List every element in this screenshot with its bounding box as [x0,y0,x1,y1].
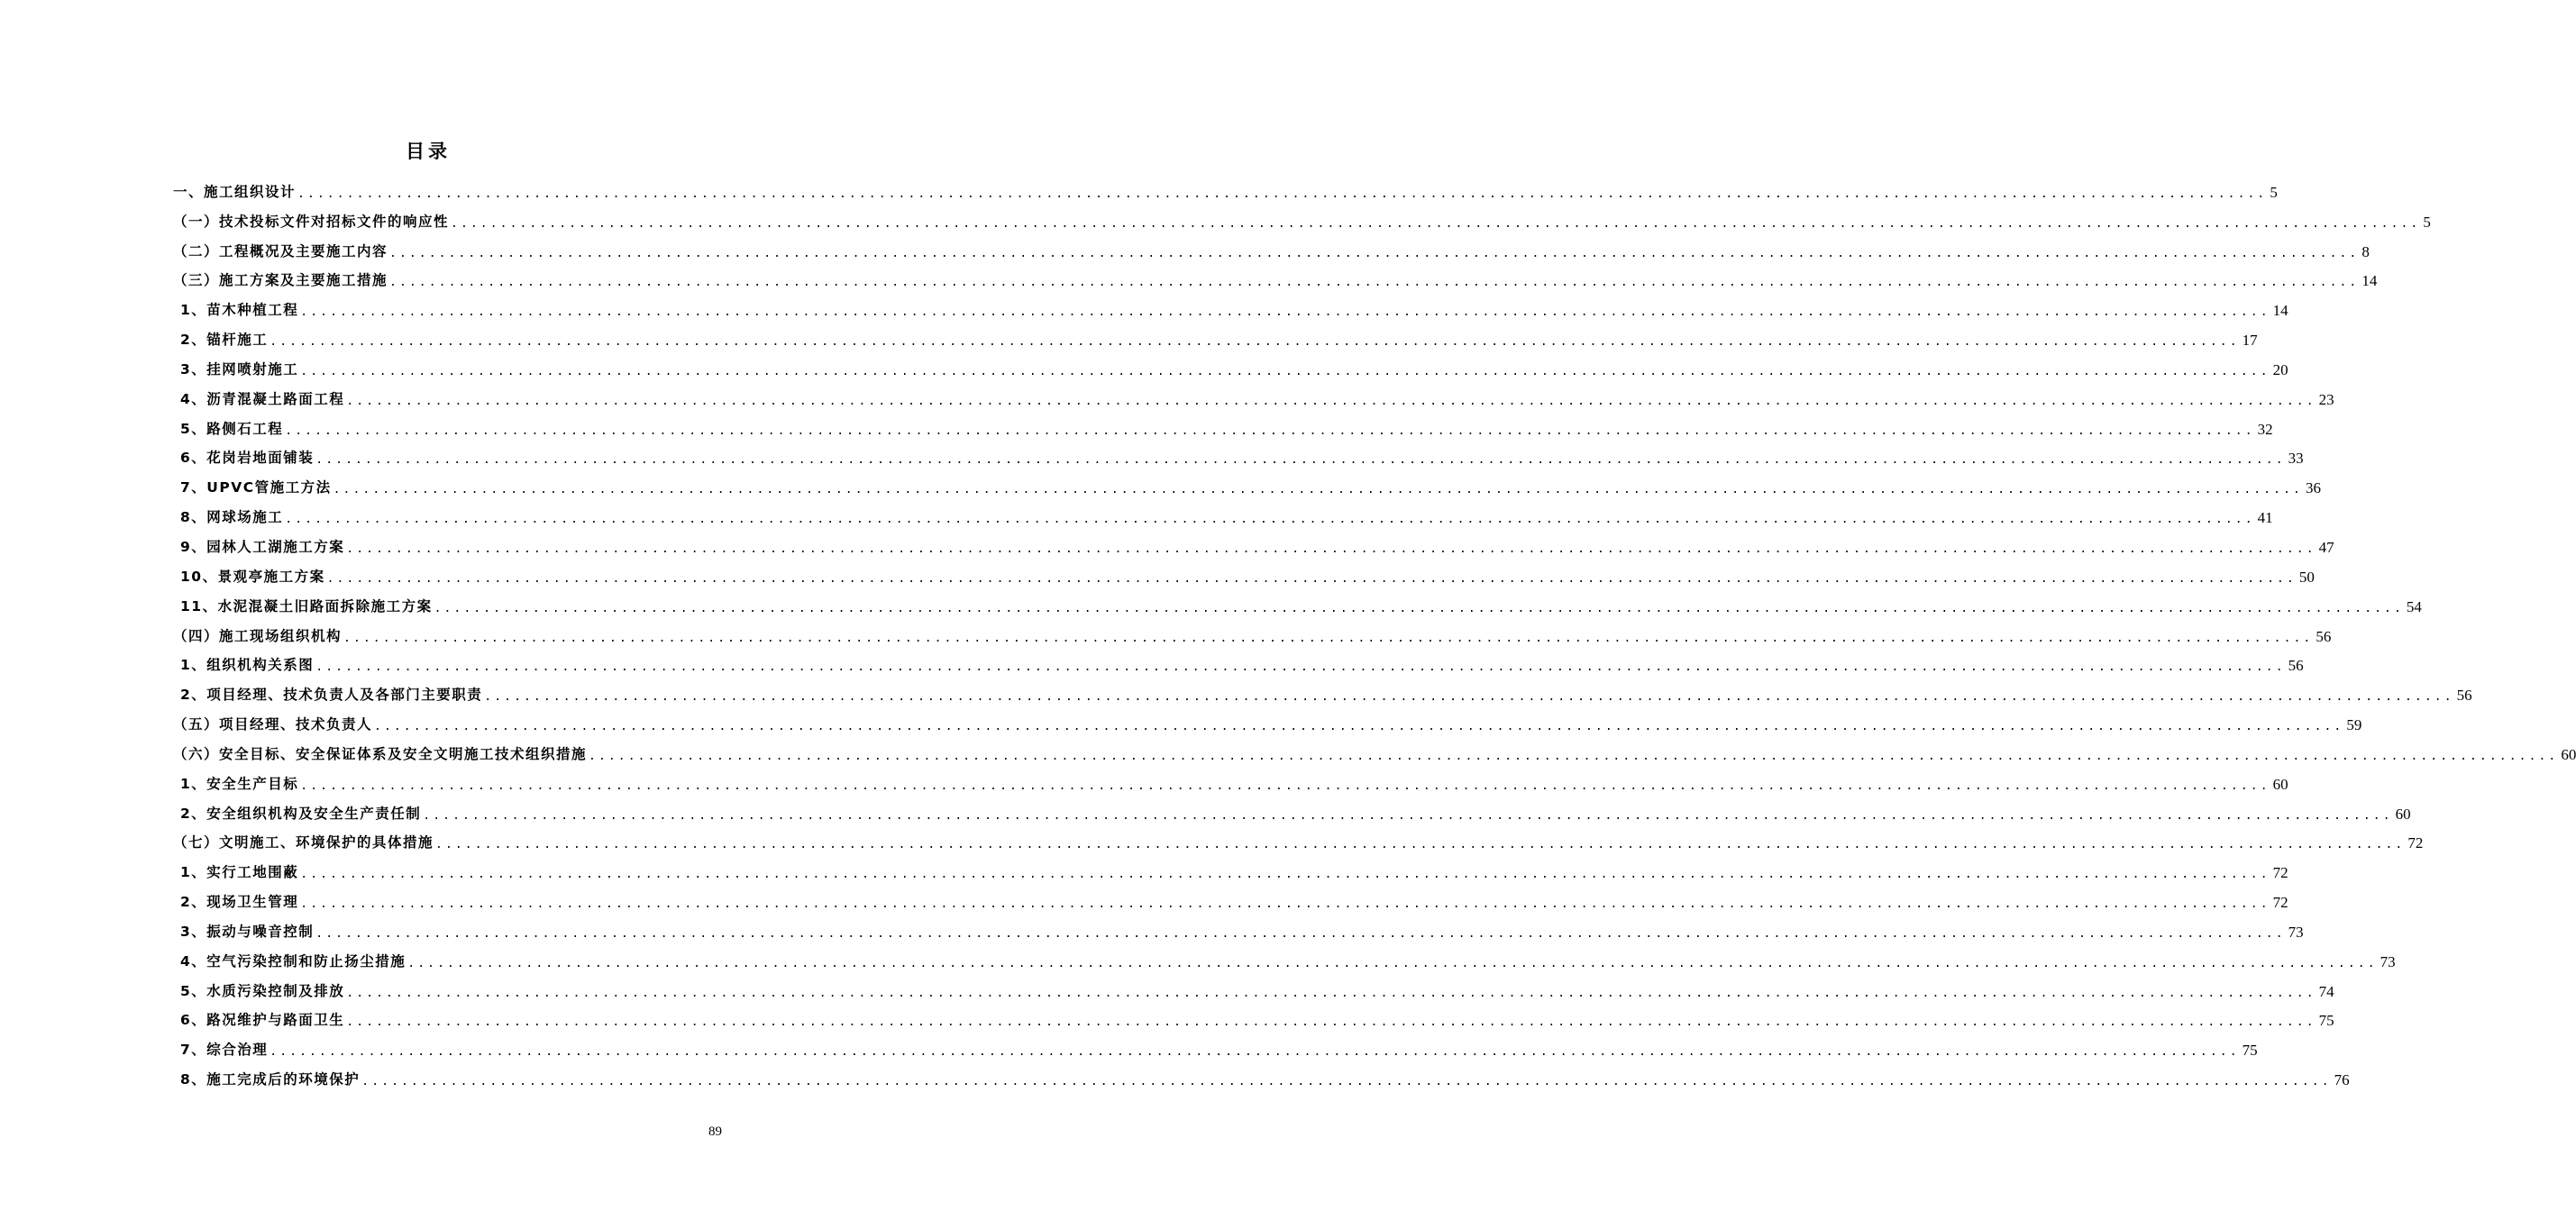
toc-leader-dots: ........................................................................................................................................................................................................ [269,335,2240,350]
toc-entry[interactable] [173,440,2304,469]
toc-entry[interactable] [173,528,2334,558]
toc-entry-label: （四）施工现场组织机构 [173,627,343,644]
toc-entry[interactable] [173,913,2304,942]
toc-entry-page: 33 [2288,450,2304,468]
toc-leader-dots: ........................................................................................................................................................................................................ [315,926,2286,941]
toc-entry[interactable] [173,735,2576,765]
toc-entry-page: 41 [2257,509,2273,527]
toc-entry[interactable] [173,942,2396,972]
toc-entry[interactable] [173,469,2321,498]
toc-entry-label: 4、空气污染控制和防止扬尘措施 [180,952,406,970]
toc-entry-label: 1、苗木种植工程 [180,302,299,319]
toc-entry-label: （一）技术投标文件对招标文件的响应性 [173,213,450,230]
toc-entry[interactable] [173,1061,2350,1090]
toc-entry[interactable] [173,765,2288,795]
toc-entry[interactable] [173,676,2472,706]
toc-entry[interactable] [173,824,2424,854]
toc-entry-label: 3、振动与噪音控制 [180,923,315,940]
toc-entry-label: （六）安全目标、安全保证体系及安全文明施工技术组织措施 [173,745,588,762]
toc-leader-dots: ........................................................................................................................................................................................................ [269,1045,2240,1060]
toc-entry-page: 47 [2318,538,2334,556]
toc-entry[interactable] [173,203,2431,232]
toc-entry[interactable] [173,587,2422,617]
toc-leader-dots: ........................................................................................................................................................................................................ [285,513,2255,527]
toc-entry[interactable] [173,883,2288,913]
toc-leader-dots: ........................................................................................................................................................................................................ [451,216,2421,231]
toc-entry-page: 23 [2318,390,2334,408]
toc-entry-label: （三）施工方案及主要施工措施 [173,272,388,289]
toc-leader-dots: ........................................................................................................................................................................................................ [300,897,2270,912]
toc-leader-dots: ........................................................................................................................................................................................................ [484,690,2454,705]
toc-entry[interactable] [173,795,2411,824]
toc-leader-dots: ........................................................................................................................................................................................................ [389,276,2360,290]
toc-entry[interactable] [173,291,2288,321]
toc-entry-label: 2、安全组织机构及安全生产责任制 [180,805,422,822]
toc-entry-page: 8 [2361,242,2370,260]
toc-entry-label: 10、景观亭施工方案 [180,568,325,585]
toc-entry-label: 5、路侧石工程 [180,420,284,437]
toc-leader-dots: ........................................................................................................................................................................................................ [297,187,2268,201]
toc-entry-label: 6、路况维护与路面卫生 [180,1012,345,1029]
toc-entry-label: 2、锚杆施工 [180,332,269,349]
toc-leader-dots: ........................................................................................................................................................................................................ [589,749,2559,763]
toc-entry-label: 2、现场卫生管理 [180,894,299,911]
toc-entry-page: 73 [2380,952,2396,970]
toc-entry[interactable] [173,972,2334,1002]
toc-entry-page: 74 [2318,982,2334,1000]
toc-entry[interactable] [173,232,2370,262]
toc-entry-label: 1、组织机构关系图 [180,657,315,674]
toc-entry-label: （二）工程概况及主要施工内容 [173,242,388,260]
toc-entry-label: 7、综合治理 [180,1042,269,1059]
toc-entry-page: 50 [2298,568,2315,586]
toc-entry-label: 7、UPVC管施工方法 [180,479,332,496]
toc-entry-page: 76 [2334,1071,2350,1089]
toc-entry-page: 75 [2318,1012,2334,1030]
toc-list [173,173,2576,1090]
toc-entry-label: 5、水质污染控制及排放 [180,982,345,999]
toc-entry[interactable] [173,351,2288,380]
toc-entry-label: （七）文明施工、环境保护的具体措施 [173,834,434,851]
toc-entry[interactable] [173,706,2362,735]
toc-leader-dots: ........................................................................................................................................................................................................ [300,778,2270,793]
toc-entry-label: 8、网球场施工 [180,509,284,526]
toc-entry[interactable] [173,380,2334,410]
toc-entry-label: 一、施工组织设计 [173,183,297,200]
toc-entry-page: 73 [2288,923,2304,941]
toc-leader-dots: ........................................................................................................................................................................................................ [285,423,2255,438]
toc-entry-page: 56 [2288,657,2304,675]
toc-entry-page: 75 [2242,1042,2258,1060]
toc-entry[interactable] [173,321,2258,351]
toc-entry-page: 17 [2242,332,2258,350]
toc-leader-dots: ........................................................................................................................................................................................................ [374,720,2344,734]
toc-leader-dots: ........................................................................................................................................................................................................ [300,868,2270,882]
toc-leader-dots: ........................................................................................................................................................................................................ [361,1075,2332,1089]
toc-entry[interactable] [173,853,2288,883]
toc-entry-page: 72 [2272,894,2288,912]
toc-entry-page: 60 [2561,745,2576,763]
toc-entry-page: 20 [2272,360,2288,378]
toc-leader-dots: ........................................................................................................................................................................................................ [434,601,2404,615]
toc-leader-dots: ........................................................................................................................................................................................................ [346,394,2316,408]
toc-leader-dots: ........................................................................................................................................................................................................ [346,542,2316,556]
toc-leader-dots: ........................................................................................................................................................................................................ [300,305,2270,320]
toc-entry-page: 60 [2395,805,2411,823]
toc-entry-page: 72 [2272,864,2288,882]
toc-leader-dots: ........................................................................................................................................................................................................ [346,986,2316,1000]
toc-entry[interactable] [173,410,2273,440]
toc-entry[interactable] [173,617,2332,647]
toc-entry-label: 2、项目经理、技术负责人及各部门主要职责 [180,687,483,704]
toc-entry-label: 1、实行工地围蔽 [180,864,299,881]
toc-entry-page: 5 [2270,183,2278,201]
toc-entry-page: 59 [2346,716,2362,734]
toc-leader-dots: ........................................................................................................................................................................................................ [346,1015,2316,1030]
toc-entry-label: 1、安全生产目标 [180,775,299,792]
toc-leader-dots: ........................................................................................................................................................................................................ [389,246,2360,260]
toc-leader-dots: ........................................................................................................................................................................................................ [315,660,2286,675]
toc-leader-dots: ........................................................................................................................................................................................................ [343,631,2314,645]
toc-entry-label: （五）项目经理、技术负责人 [173,716,373,733]
toc-entry[interactable] [173,173,2278,203]
toc-entry-page: 32 [2257,420,2273,438]
toc-entry-page: 14 [2361,272,2378,290]
toc-leader-dots: ........................................................................................................................................................................................................ [423,808,2393,823]
toc-entry-page: 56 [2456,687,2472,705]
toc-entry-label: 3、挂网喷射施工 [180,360,299,378]
toc-leader-dots: ........................................................................................................................................................................................................ [315,453,2286,468]
page-number: 89 [708,1124,722,1139]
toc-entry-label: 9、园林人工湖施工方案 [180,538,345,555]
toc-entry-label: 4、沥青混凝土路面工程 [180,390,345,407]
toc-leader-dots: ........................................................................................................................................................................................................ [300,364,2270,378]
toc-entry-page: 36 [2305,479,2321,497]
toc-entry-page: 5 [2423,213,2431,231]
toc-entry-page: 56 [2316,627,2332,645]
toc-entry-page: 72 [2407,834,2424,852]
toc-leader-dots: ........................................................................................................................................................................................................ [333,483,2303,497]
toc-leader-dots: ........................................................................................................................................................................................................ [435,838,2406,852]
toc-entry-label: 8、施工完成后的环境保护 [180,1071,361,1088]
toc-leader-dots: ........................................................................................................................................................................................................ [407,956,2378,970]
toc-entry-page: 14 [2272,302,2288,320]
toc-entry[interactable] [173,1031,2258,1061]
toc-entry-page: 60 [2272,775,2288,793]
toc-entry[interactable] [173,647,2304,677]
toc-entry[interactable] [173,558,2315,587]
toc-entry-page: 54 [2406,597,2422,615]
toc-entry[interactable] [173,498,2273,528]
toc-leader-dots: ........................................................................................................................................................................................................ [326,571,2297,586]
toc-entry-label: 11、水泥混凝土旧路面拆除施工方案 [180,597,433,615]
toc-entry[interactable] [173,262,2378,292]
toc-entry[interactable] [173,1002,2334,1032]
toc-title: 目录 [406,141,451,162]
toc-entry-label: 6、花岗岩地面铺装 [180,450,315,467]
